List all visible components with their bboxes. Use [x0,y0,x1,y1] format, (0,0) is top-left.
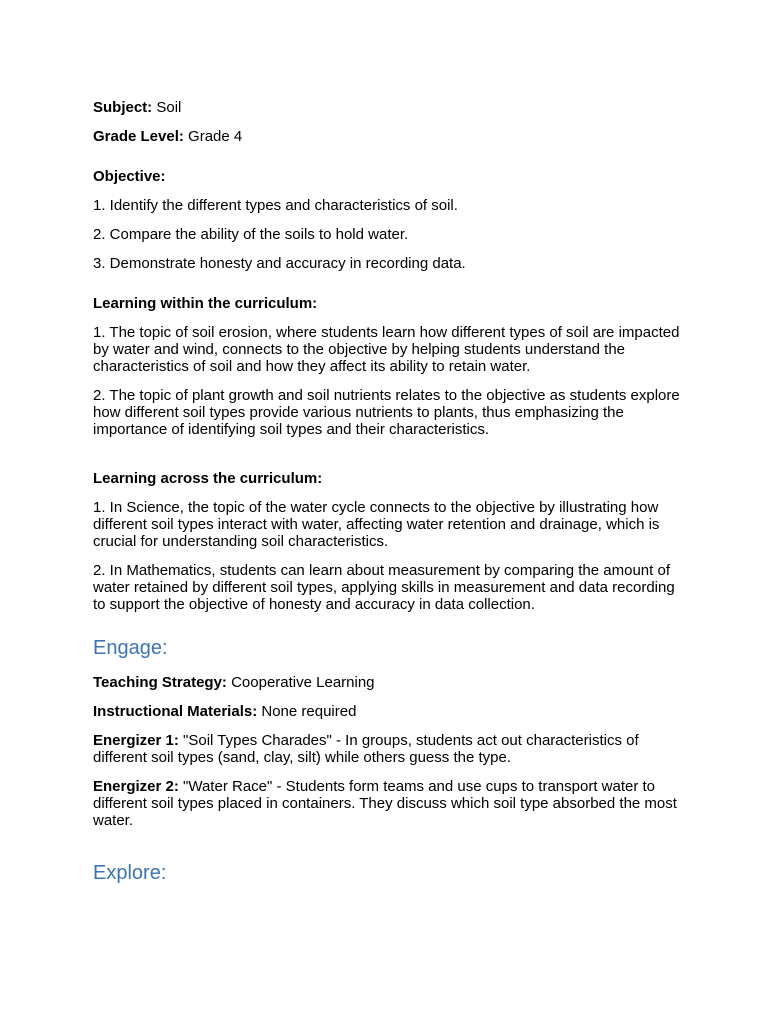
spacer [93,625,683,636]
teaching-strategy-line [93,674,683,691]
energizer-1-label: Energizer 1: [93,732,179,749]
teaching-strategy-value: Cooperative Learning [226,674,375,691]
lesson-plan-document [93,99,683,899]
within-curriculum-item-1: 1. The topic of soil erosion, where students learn how different types of soil are impacted by water and wind, connects to the objective by helping students understand the characteristics of soil and how they affect its ability to retain water. [93,324,680,375]
energizer-1-text: "Soil Types Charades" - In groups, students act out characteristics of different soil types (sand, clay, silt) while others guess the type. [93,732,639,766]
across-curriculum-item-1: 1. In Science, the topic of the water cycle connects to the objective by illustrating how different soil types interact with water, affecting water retention and drainage, which is crucial for understanding soil characteristics. [93,499,660,550]
spacer [93,450,683,470]
within-curriculum-heading: Learning within the curriculum: [93,295,318,312]
instructional-materials-value: None required [257,703,357,720]
objective-item-2: 2. Compare the ability of the soils to hold water. [93,226,409,243]
energizer-2-paragraph [93,778,683,829]
grade-level-value: Grade 4 [183,128,243,145]
instructional-materials-label: Instructional Materials: [93,703,258,720]
across-curriculum-item-2: 2. In Mathematics, students can learn about measurement by comparing the amount of water retained by different soil types, applying skills in measurement and data recording to support the objective of honesty and accuracy in data collection. [93,562,675,613]
spacer [93,284,683,295]
subject-line [93,99,683,116]
subject-label: Subject: [93,99,153,116]
teaching-strategy-label: Teaching Strategy: [93,674,227,691]
objective-heading: Objective: [93,168,166,185]
grade-level-line [93,128,683,145]
engage-section-title: Engage: [93,637,168,659]
energizer-2-text: "Water Race" - Students form teams and use cups to transport water to different soil types placed in containers. They discuss which soil type absorbed the most water. [93,778,677,829]
spacer [93,841,683,861]
within-curriculum-item-2: 2. The topic of plant growth and soil nutrients relates to the objective as students explore how different soil types provide various nutrients to plants, thus emphasizing the importance of identifying soil types and their characteristics. [93,387,680,438]
across-curriculum-heading: Learning across the curriculum: [93,470,323,487]
explore-section-title: Explore: [93,862,167,884]
subject-value: Soil [152,99,182,116]
energizer-1-paragraph [93,732,683,766]
grade-level-label: Grade Level: [93,128,184,145]
objective-item-1: 1. Identify the different types and characteristics of soil. [93,197,458,214]
spacer [93,157,683,168]
energizer-2-label: Energizer 2: [93,778,179,795]
objective-item-3: 3. Demonstrate honesty and accuracy in recording data. [93,255,466,272]
instructional-materials-line [93,703,683,720]
